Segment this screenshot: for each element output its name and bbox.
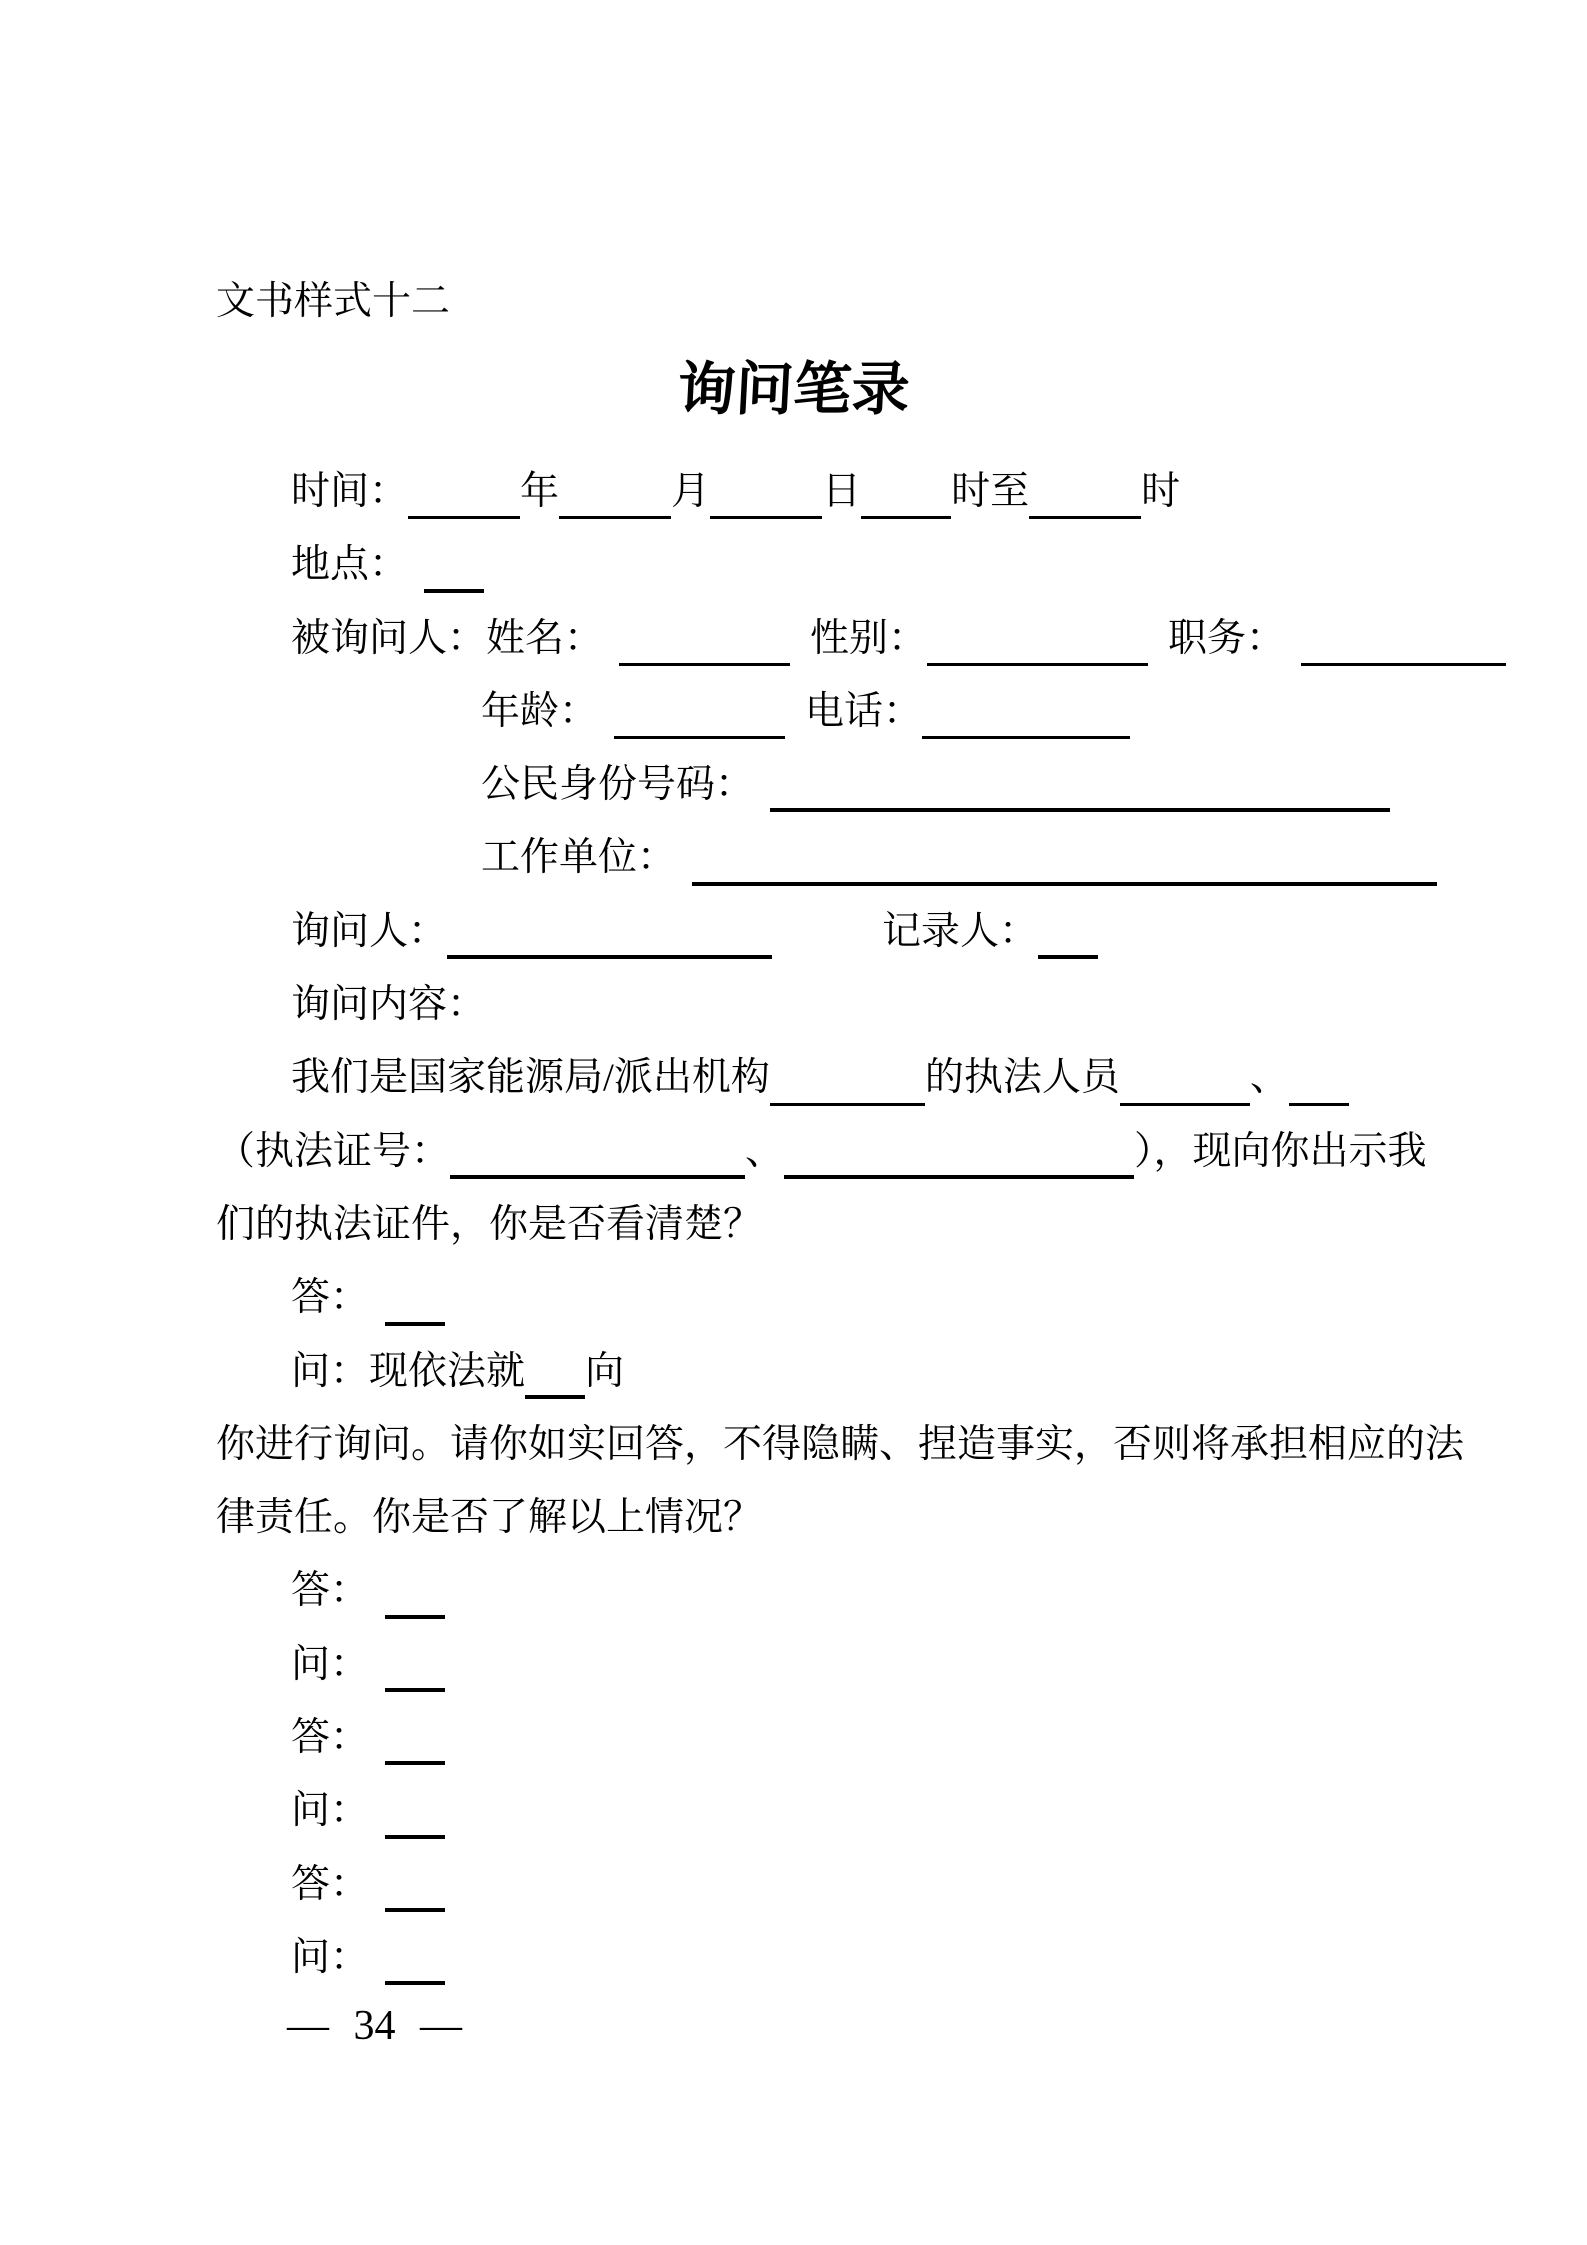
place-line (216, 528, 1437, 601)
place-blank (424, 589, 484, 593)
qa-line (216, 1554, 1437, 1627)
page-number: — 34 — (287, 2003, 462, 2049)
person-line-2 (216, 675, 1437, 748)
content-label-line (216, 968, 1437, 1041)
qa-label: 问： (291, 1789, 370, 1833)
time-day-unit: 日 (822, 470, 862, 513)
person-name-label: 姓名： (486, 616, 604, 660)
cert-number1-blank (450, 1175, 745, 1179)
qa-label: 答： (291, 1716, 370, 1760)
qa-blank (385, 1615, 445, 1619)
qa-blank (385, 1908, 445, 1912)
intro-line-1 (216, 1041, 1437, 1114)
qa-blank (385, 1835, 445, 1839)
qa-line (216, 1848, 1437, 1921)
qa-blank (385, 1761, 445, 1765)
document-sample-note: 文书样式十二 (216, 280, 451, 323)
intro-line-2 (216, 1115, 1437, 1188)
person-work-line (216, 821, 1437, 894)
person-phone-blank (922, 736, 1130, 739)
question2-prefix: 问：现依法就 (291, 1349, 526, 1393)
qa-label: 答： (291, 1862, 370, 1906)
intro-officers-separator: 、 (1249, 1056, 1289, 1100)
intro-line-3 (216, 1188, 1437, 1261)
cert-number-label: （执法证号： (216, 1129, 451, 1173)
time-day-blank (710, 516, 822, 519)
askers-line (216, 895, 1437, 968)
qa-line (216, 1774, 1437, 1847)
question2-subject-blank (525, 1395, 585, 1399)
answer1-blank (385, 1322, 445, 1326)
cert-number-separator: 、 (745, 1129, 785, 1173)
time-hour-from-blank (861, 516, 951, 519)
qa-line (216, 1701, 1437, 1774)
person-id-label: 公民身份号码： (481, 763, 755, 807)
question-line-2 (216, 1335, 1437, 1408)
person-id-line (216, 748, 1437, 821)
person-gender-label: 性别： (810, 616, 928, 660)
time-label: 时间： (291, 470, 409, 513)
person-name-blank (619, 663, 790, 666)
person-duty-blank (1301, 663, 1506, 666)
question2-cont-text-2: 律责任。你是否了解以上情况？ (216, 1496, 763, 1540)
time-month-blank (559, 516, 671, 519)
intro-agency-text: 我们是国家能源局/派出机构 (291, 1056, 770, 1100)
person-phone-label: 电话： (805, 689, 923, 733)
place-label: 地点： (291, 543, 409, 587)
question2-cont-line-1 (216, 1408, 1465, 1481)
intro-show-text: ），现向你出示我 (1134, 1129, 1427, 1173)
asker-blank (447, 955, 772, 959)
qa-label: 问： (291, 1935, 370, 1979)
question2-suffix: 向 (585, 1349, 625, 1393)
document-title: 询问笔录 (675, 357, 912, 422)
intro-officer2-blank (1289, 1103, 1349, 1106)
time-hour-unit: 时 (1141, 470, 1181, 513)
qa-blank (385, 1688, 445, 1692)
content-label: 询问内容： (291, 983, 487, 1027)
person-duty-label: 职务： (1168, 616, 1286, 660)
person-work-label: 工作单位： (481, 836, 677, 880)
person-label: 被询问人： (291, 616, 487, 660)
question2-cont-text-1: 你进行询问。请你如实回答，不得隐瞒、捏造事实，否则将承担相应的法 (216, 1422, 1465, 1466)
intro-question-text: 们的执法证件，你是否看清楚？ (216, 1202, 763, 1246)
asker-label: 询问人： (291, 909, 448, 953)
recorder-blank (1038, 955, 1098, 959)
person-work-blank (692, 882, 1437, 886)
answer1-label: 答： (291, 1276, 370, 1320)
time-hour-to-blank (1029, 516, 1141, 519)
time-month-unit: 月 (671, 470, 711, 513)
qa-label: 答： (291, 1569, 370, 1613)
person-age-label: 年龄： (481, 689, 599, 733)
time-hour-to-unit: 时至 (951, 470, 1030, 513)
time-year-unit: 年 (520, 470, 560, 513)
intro-agency-blank (770, 1103, 925, 1106)
qa-label: 问： (291, 1642, 370, 1686)
person-age-blank (614, 736, 785, 739)
intro-officer1-blank (1120, 1103, 1250, 1106)
qa-blank (385, 1981, 445, 1985)
intro-officers-text: 的执法人员 (924, 1056, 1120, 1100)
answer-line-1 (216, 1261, 1437, 1334)
qa-line (216, 1921, 1437, 1994)
time-line (216, 455, 1437, 528)
qa-line (216, 1628, 1437, 1701)
cert-number2-blank (784, 1175, 1134, 1179)
recorder-label: 记录人： (882, 909, 1039, 953)
person-gender-blank (927, 663, 1148, 666)
person-line (216, 602, 1437, 675)
person-id-blank (770, 808, 1390, 812)
question2-cont-line-2 (216, 1481, 1437, 1554)
time-year-blank (408, 516, 520, 519)
form-body (216, 455, 1465, 1994)
